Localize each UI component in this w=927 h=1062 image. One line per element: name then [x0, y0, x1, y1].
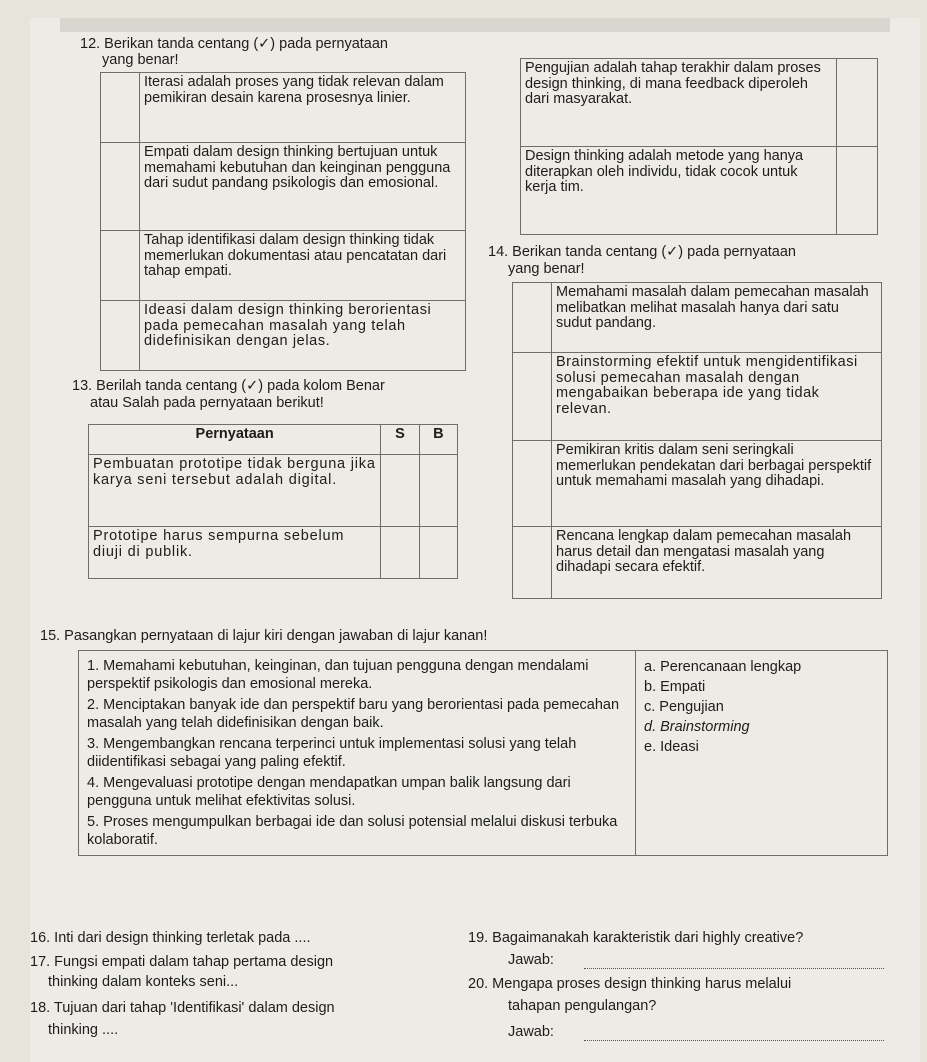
q14-title-line2: yang benar! — [508, 261, 585, 277]
q20-text-line2: tahapan pengulangan? — [508, 998, 657, 1014]
header-statement: Pernyataan — [89, 425, 381, 455]
table-row — [101, 73, 466, 143]
table-row — [521, 59, 878, 147]
check-box[interactable] — [101, 301, 140, 371]
answer-option: d. Brainstorming — [644, 719, 750, 735]
match-item: 2. Menciptakan banyak ide dan perspektif baru yang berorientasi pada pemecahan masalah yang telah didefinisikan dengan baik. — [87, 697, 620, 731]
match-item: 1. Memahami kebutuhan, keinginan, dan tujuan pengguna dengan mendalami perspektif psikologis dan emosional mereka. — [87, 658, 589, 692]
q15-match-table — [78, 650, 888, 856]
statement-cell: Ideasi dalam design thinking berorientasi pada pemecahan masalah yang telah didefinisikan dengan jelas. — [140, 301, 466, 371]
answer-option: b. Empati — [644, 679, 706, 695]
check-box[interactable] — [836, 59, 877, 147]
check-box[interactable] — [101, 231, 140, 301]
table-row — [89, 455, 458, 527]
table-row — [513, 527, 882, 599]
paper-top-edge — [60, 18, 890, 32]
check-box-salah[interactable] — [381, 527, 419, 579]
answer-option: e. Ideasi — [644, 739, 699, 755]
left-column — [79, 651, 636, 856]
q12-title-line2: yang benar! — [102, 52, 179, 68]
statement-cell: Prototipe harus sempurna sebelum diuji di publik. — [89, 527, 381, 579]
statement-cell: Empati dalam design thinking bertujuan untuk memahami kebutuhan dan keinginan pengguna dari sudut pandang psikologis dan emosional. — [140, 143, 466, 231]
table-row — [101, 231, 466, 301]
statement-cell: Tahap identifikasi dalam design thinking tidak memerlukan dokumentasi atau pencatatan dari tahap empati. — [140, 231, 466, 301]
table-row — [101, 143, 466, 231]
match-item: 5. Proses mengumpulkan berbagai ide dan solusi potensial melalui diskusi terbuka kolaboratif. — [87, 814, 618, 848]
q12-table-left — [100, 72, 466, 371]
header-benar: B — [419, 425, 457, 455]
statement-cell: Pembuatan prototipe tidak berguna jika karya seni tersebut adalah digital. — [89, 455, 381, 527]
q13-table — [88, 424, 458, 579]
q12-table-right — [520, 58, 878, 235]
q13-title: 13. Berilah tanda centang (✓) pada kolom Benar — [72, 378, 385, 394]
statement-cell: Memahami masalah dalam pemecahan masalah melibatkan melihat masalah hanya dari satu sudut pandang. — [552, 283, 882, 353]
check-box[interactable] — [513, 283, 552, 353]
q19-text: 19. Bagaimanakah karakteristik dari highly creative? — [468, 930, 804, 946]
check-box[interactable] — [101, 143, 140, 231]
q20-text: 20. Mengapa proses design thinking harus melalui — [468, 976, 792, 992]
right-column — [636, 651, 888, 856]
table-header-row — [89, 425, 458, 455]
q14-title: 14. Berikan tanda centang (✓) pada pernyataan — [488, 244, 796, 260]
statement-cell: Design thinking adalah metode yang hanya diterapkan oleh individu, tidak cocok untuk kerja tim. — [521, 147, 837, 235]
statement-cell: Pemikiran kritis dalam seni seringkali memerlukan pendekatan dari berbagai perspektif untuk memahami masalah yang dihadapi. — [552, 441, 882, 527]
match-item: 4. Mengevaluasi prototipe dengan mendapatkan umpan balik langsung dari pengguna untuk melihat efektivitas solusi. — [87, 775, 571, 809]
q20-answer-label: Jawab: — [508, 1024, 554, 1040]
check-box-benar[interactable] — [419, 527, 457, 579]
q17-text: 17. Fungsi empati dalam tahap pertama design — [30, 954, 334, 970]
check-box-salah[interactable] — [381, 455, 419, 527]
table-row — [89, 527, 458, 579]
table-row — [101, 301, 466, 371]
q14-table — [512, 282, 882, 599]
table-row — [513, 353, 882, 441]
answer-option: c. Pengujian — [644, 699, 724, 715]
check-box-benar[interactable] — [419, 455, 457, 527]
q16-text: 16. Inti dari design thinking terletak pada .... — [30, 930, 311, 946]
header-salah: S — [381, 425, 419, 455]
statement-cell: Rencana lengkap dalam pemecahan masalah harus detail dan mengatasi masalah yang dihadapi secara efektif. — [552, 527, 882, 599]
q20-answer-line[interactable] — [584, 1040, 884, 1041]
check-box[interactable] — [101, 73, 140, 143]
answer-option: a. Perencanaan lengkap — [644, 659, 802, 675]
statement-cell: Pengujian adalah tahap terakhir dalam proses design thinking, di mana feedback diperoleh dari masyarakat. — [521, 59, 837, 147]
q19-answer-label: Jawab: — [508, 952, 554, 968]
table-row — [79, 651, 888, 856]
statement-cell: Iterasi adalah proses yang tidak relevan dalam pemikiran desain karena prosesnya linier. — [140, 73, 466, 143]
match-item: 3. Mengembangkan rencana terperinci untuk implementasi solusi yang telah diidentifikasi sebagai yang paling efektif. — [87, 736, 577, 770]
table-row — [521, 147, 878, 235]
check-box[interactable] — [513, 353, 552, 441]
table-row — [513, 283, 882, 353]
q15-title: 15. Pasangkan pernyataan di lajur kiri dengan jawaban di lajur kanan! — [40, 628, 488, 644]
check-box[interactable] — [513, 441, 552, 527]
q18-text-line2: thinking .... — [48, 1022, 119, 1038]
q13-title-line2: atau Salah pada pernyataan berikut! — [90, 395, 324, 411]
check-box[interactable] — [836, 147, 877, 235]
q18-text: 18. Tujuan dari tahap 'Identifikasi' dalam design — [30, 1000, 335, 1016]
check-box[interactable] — [513, 527, 552, 599]
statement-cell: Brainstorming efektif untuk mengidentifikasi solusi pemecahan masalah dengan mengabaikan beberapa ide yang tidak relevan. — [552, 353, 882, 441]
q12-title: 12. Berikan tanda centang (✓) pada pernyataan — [80, 36, 388, 52]
q19-answer-line[interactable] — [584, 968, 884, 969]
table-row — [513, 441, 882, 527]
q17-text-line2: thinking dalam konteks seni... — [48, 974, 239, 990]
